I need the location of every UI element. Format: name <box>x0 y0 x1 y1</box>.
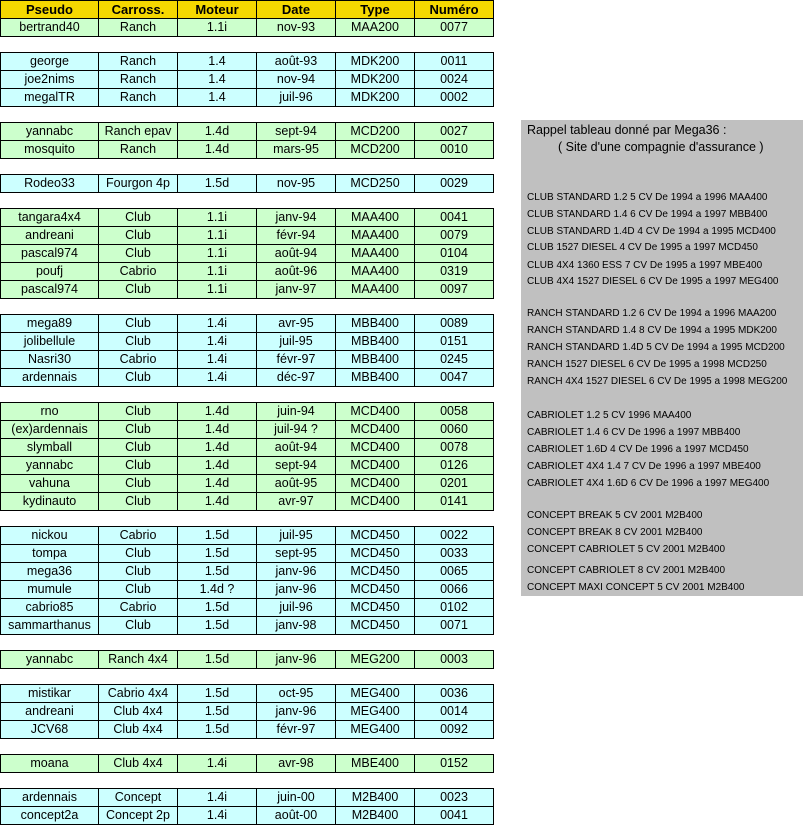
table-cell: janv-97 <box>257 281 336 299</box>
table-cell: MBB400 <box>336 315 415 333</box>
reminder-line: CLUB 4X4 1527 DIESEL 6 CV De 1995 a 1997 MEG400 <box>527 276 779 287</box>
table-cell: slymball <box>1 439 99 457</box>
table-row <box>1 807 494 825</box>
table-row <box>1 581 494 599</box>
table-cell: 1.4d <box>178 403 257 421</box>
table-cell: févr-94 <box>257 227 336 245</box>
table-cell: 0089 <box>415 315 494 333</box>
table-cell: Cabrio <box>99 599 178 617</box>
spacer-cell <box>1 773 494 789</box>
table-cell: 0022 <box>415 527 494 545</box>
table-cell: 1.4i <box>178 333 257 351</box>
table-cell: kydinauto <box>1 493 99 511</box>
table-cell: Fourgon 4p <box>99 175 178 193</box>
reminder-line: RANCH STANDARD 1.2 6 CV De 1994 a 1996 MAA200 <box>527 308 777 319</box>
table-row <box>1 527 494 545</box>
table-cell: Club <box>99 545 178 563</box>
reminder-line: CLUB 4X4 1360 ESS 7 CV De 1995 a 1997 MBE400 <box>527 260 763 271</box>
table-cell: 0011 <box>415 53 494 71</box>
table-cell: 0060 <box>415 421 494 439</box>
column-header: Moteur <box>178 1 257 19</box>
header-row <box>1 1 494 19</box>
table-cell: Club <box>99 439 178 457</box>
table-cell: sept-94 <box>257 123 336 141</box>
reminder-line: CABRIOLET 4X4 1.4 7 CV De 1996 a 1997 MBE400 <box>527 461 761 472</box>
table-cell: Club <box>99 315 178 333</box>
table-cell: MCD450 <box>336 527 415 545</box>
table-cell: 0014 <box>415 703 494 721</box>
group-spacer <box>1 299 494 315</box>
table-cell: Club <box>99 563 178 581</box>
table-cell: 0047 <box>415 369 494 387</box>
table-cell: MCD200 <box>336 123 415 141</box>
group-spacer <box>1 773 494 789</box>
table-row <box>1 617 494 635</box>
spacer-cell <box>1 635 494 651</box>
group-spacer <box>1 107 494 123</box>
table-cell: 1.1i <box>178 209 257 227</box>
table-cell: MBB400 <box>336 333 415 351</box>
spacer-cell <box>1 299 494 315</box>
table-cell: 1.1i <box>178 263 257 281</box>
reminder-line: CONCEPT BREAK 5 CV 2001 M2B400 <box>527 510 703 521</box>
table-cell: Club <box>99 227 178 245</box>
table-cell: oct-95 <box>257 685 336 703</box>
table-cell: andreani <box>1 227 99 245</box>
reminder-line: CABRIOLET 4X4 1.6D 6 CV De 1996 a 1997 MEG400 <box>527 478 770 489</box>
group-spacer <box>1 387 494 403</box>
table-cell: avr-95 <box>257 315 336 333</box>
table-cell: MDK200 <box>336 53 415 71</box>
table-cell: 1.4 <box>178 89 257 107</box>
table-cell: 1.4 <box>178 53 257 71</box>
table-cell: george <box>1 53 99 71</box>
table-cell: MCD400 <box>336 439 415 457</box>
table-cell: avr-98 <box>257 755 336 773</box>
table-cell: 1.5d <box>178 685 257 703</box>
table-cell: Club <box>99 281 178 299</box>
group-spacer <box>1 159 494 175</box>
table-row <box>1 403 494 421</box>
table-cell: juil-95 <box>257 527 336 545</box>
table-cell: janv-98 <box>257 617 336 635</box>
table-cell: pascal974 <box>1 245 99 263</box>
table-cell: Ranch <box>99 141 178 159</box>
table-cell: Club <box>99 245 178 263</box>
table-cell: juil-94 ? <box>257 421 336 439</box>
table-cell: mega89 <box>1 315 99 333</box>
table-row <box>1 789 494 807</box>
spacer-cell <box>1 511 494 527</box>
table-cell: 0092 <box>415 721 494 739</box>
table-cell: 0079 <box>415 227 494 245</box>
table-cell: 0319 <box>415 263 494 281</box>
table-row <box>1 315 494 333</box>
table-cell: 0002 <box>415 89 494 107</box>
table-row <box>1 19 494 37</box>
table-cell: MCD450 <box>336 581 415 599</box>
group-spacer <box>1 193 494 209</box>
table-cell: MCD400 <box>336 421 415 439</box>
table-cell: 0151 <box>415 333 494 351</box>
table-cell: 0077 <box>415 19 494 37</box>
table-row <box>1 281 494 299</box>
table-cell: 0104 <box>415 245 494 263</box>
table-cell: mumule <box>1 581 99 599</box>
table-cell: 0041 <box>415 209 494 227</box>
table-cell: tompa <box>1 545 99 563</box>
table-row <box>1 703 494 721</box>
table-cell: andreani <box>1 703 99 721</box>
group-spacer <box>1 511 494 527</box>
table-cell: megalTR <box>1 89 99 107</box>
spacer-cell <box>1 193 494 209</box>
table-cell: Concept <box>99 789 178 807</box>
column-header: Numéro <box>415 1 494 19</box>
table-cell: Concept 2p <box>99 807 178 825</box>
table-cell: 1.1i <box>178 19 257 37</box>
table-cell: Club 4x4 <box>99 703 178 721</box>
table-cell: MDK200 <box>336 89 415 107</box>
spacer-cell <box>1 739 494 755</box>
table-cell: MAA200 <box>336 19 415 37</box>
table-cell: yannabc <box>1 457 99 475</box>
table-cell: MCD250 <box>336 175 415 193</box>
table-cell: Ranch <box>99 89 178 107</box>
table-cell: MBB400 <box>336 351 415 369</box>
table-cell: 1.4d <box>178 123 257 141</box>
table-cell: Rodeo33 <box>1 175 99 193</box>
table-cell: août-94 <box>257 439 336 457</box>
table-cell: 0245 <box>415 351 494 369</box>
table-cell: mosquito <box>1 141 99 159</box>
column-header: Type <box>336 1 415 19</box>
table-cell: MAA400 <box>336 281 415 299</box>
table-cell: Club <box>99 475 178 493</box>
table-cell: nov-95 <box>257 175 336 193</box>
table-cell: MEG400 <box>336 721 415 739</box>
table-cell: 0201 <box>415 475 494 493</box>
table-row <box>1 351 494 369</box>
table-cell: 1.4d <box>178 439 257 457</box>
table-cell: MBE400 <box>336 755 415 773</box>
table-cell: juin-94 <box>257 403 336 421</box>
table-cell: 0097 <box>415 281 494 299</box>
table-cell: Ranch <box>99 19 178 37</box>
table-row <box>1 123 494 141</box>
table-cell: Club <box>99 457 178 475</box>
table-cell: 1.4d <box>178 457 257 475</box>
table-cell: M2B400 <box>336 807 415 825</box>
table-cell: MEG400 <box>336 685 415 703</box>
spacer-cell <box>1 159 494 175</box>
table-cell: 0058 <box>415 403 494 421</box>
reminder-line: CONCEPT CABRIOLET 5 CV 2001 M2B400 <box>527 544 726 555</box>
table-cell: janv-94 <box>257 209 336 227</box>
table-cell: MEG200 <box>336 651 415 669</box>
table-row <box>1 651 494 669</box>
table-cell: Cabrio <box>99 351 178 369</box>
table-cell: Club <box>99 333 178 351</box>
table-cell: 1.4i <box>178 789 257 807</box>
reminder-line: CABRIOLET 1.6D 4 CV De 1996 a 1997 MCD450 <box>527 444 749 455</box>
table-cell: 1.5d <box>178 599 257 617</box>
table-cell: yannabc <box>1 651 99 669</box>
table-row <box>1 545 494 563</box>
table-row <box>1 685 494 703</box>
table-cell: 0078 <box>415 439 494 457</box>
column-header: Pseudo <box>1 1 99 19</box>
table-cell: Cabrio <box>99 263 178 281</box>
table-cell: 1.4i <box>178 351 257 369</box>
table-row <box>1 439 494 457</box>
table-cell: juil-95 <box>257 333 336 351</box>
table-cell: févr-97 <box>257 351 336 369</box>
group-spacer <box>1 669 494 685</box>
table-cell: juil-96 <box>257 599 336 617</box>
table-cell: mega36 <box>1 563 99 581</box>
table-cell: Ranch 4x4 <box>99 651 178 669</box>
table-cell: avr-97 <box>257 493 336 511</box>
table-cell: ardennais <box>1 789 99 807</box>
table-cell: 0102 <box>415 599 494 617</box>
table-cell: mars-95 <box>257 141 336 159</box>
table-cell: Club <box>99 403 178 421</box>
table-cell: rno <box>1 403 99 421</box>
table-cell: août-96 <box>257 263 336 281</box>
table-cell: sammarthanus <box>1 617 99 635</box>
table-cell: Ranch <box>99 53 178 71</box>
spacer-cell <box>1 37 494 53</box>
table-cell: janv-96 <box>257 581 336 599</box>
table-cell: août-00 <box>257 807 336 825</box>
table-cell: août-93 <box>257 53 336 71</box>
reminder-line: CLUB STANDARD 1.4 6 CV De 1994 a 1997 MBB400 <box>527 209 768 220</box>
table-cell: 0036 <box>415 685 494 703</box>
table-row <box>1 493 494 511</box>
table-row <box>1 175 494 193</box>
reminder-line: CONCEPT BREAK 8 CV 2001 M2B400 <box>527 527 703 538</box>
table-row <box>1 369 494 387</box>
table-cell: août-95 <box>257 475 336 493</box>
table-row <box>1 475 494 493</box>
table-cell: 0003 <box>415 651 494 669</box>
table-cell: MCD200 <box>336 141 415 159</box>
reminder-line: RANCH STANDARD 1.4 8 CV De 1994 a 1995 MDK200 <box>527 325 777 336</box>
reminder-line: RANCH 1527 DIESEL 6 CV De 1995 a 1998 MCD250 <box>527 359 767 370</box>
reminder-line: CLUB STANDARD 1.2 5 CV De 1994 a 1996 MAA400 <box>527 192 768 203</box>
table-cell: 1.4d <box>178 475 257 493</box>
table-row <box>1 53 494 71</box>
group-spacer <box>1 635 494 651</box>
table-cell: mistikar <box>1 685 99 703</box>
table-cell: 1.4d <box>178 493 257 511</box>
table-row <box>1 245 494 263</box>
table-cell: Nasri30 <box>1 351 99 369</box>
table-cell: nov-93 <box>257 19 336 37</box>
table-cell: Club <box>99 617 178 635</box>
table-cell: MBB400 <box>336 369 415 387</box>
table-cell: 1.5d <box>178 545 257 563</box>
table-cell: janv-96 <box>257 703 336 721</box>
spacer-cell <box>1 669 494 685</box>
table-cell: 0027 <box>415 123 494 141</box>
table-cell: 0041 <box>415 807 494 825</box>
table-cell: Ranch <box>99 71 178 89</box>
table-cell: tangara4x4 <box>1 209 99 227</box>
reminder-line: CONCEPT MAXI CONCEPT 5 CV 2001 M2B400 <box>527 582 745 593</box>
table-cell: MCD450 <box>336 617 415 635</box>
table-row <box>1 333 494 351</box>
table-cell: 0023 <box>415 789 494 807</box>
table-cell: 1.5d <box>178 651 257 669</box>
table-cell: 0141 <box>415 493 494 511</box>
table-cell: déc-97 <box>257 369 336 387</box>
table-cell: jolibellule <box>1 333 99 351</box>
table-cell: 1.1i <box>178 245 257 263</box>
table-cell: sept-94 <box>257 457 336 475</box>
table-cell: cabrio85 <box>1 599 99 617</box>
table-cell: MCD450 <box>336 599 415 617</box>
spacer-cell <box>1 387 494 403</box>
table-cell: 0033 <box>415 545 494 563</box>
table-cell: janv-96 <box>257 651 336 669</box>
table-cell: 0024 <box>415 71 494 89</box>
table-cell: poufj <box>1 263 99 281</box>
reminder-panel <box>521 120 803 596</box>
table-cell: 1.4d ? <box>178 581 257 599</box>
table-cell: 0010 <box>415 141 494 159</box>
table-cell: 1.4d <box>178 421 257 439</box>
table-cell: 0126 <box>415 457 494 475</box>
reminder-line: RANCH STANDARD 1.4D 5 CV De 1994 a 1995 MCD200 <box>527 342 785 353</box>
group-spacer <box>1 37 494 53</box>
table-cell: 1.1i <box>178 281 257 299</box>
table-cell: bertrand40 <box>1 19 99 37</box>
table-cell: 1.4 <box>178 71 257 89</box>
table-cell: sept-95 <box>257 545 336 563</box>
table-cell: 0071 <box>415 617 494 635</box>
table-cell: juil-96 <box>257 89 336 107</box>
table-row <box>1 89 494 107</box>
table-cell: Club <box>99 369 178 387</box>
table-cell: 1.4i <box>178 755 257 773</box>
table-cell: 0066 <box>415 581 494 599</box>
table-cell: M2B400 <box>336 789 415 807</box>
table-row <box>1 457 494 475</box>
table-cell: concept2a <box>1 807 99 825</box>
table-cell: 1.5d <box>178 703 257 721</box>
table-cell: 0065 <box>415 563 494 581</box>
table-cell: août-94 <box>257 245 336 263</box>
table-cell: 1.5d <box>178 527 257 545</box>
table-row <box>1 227 494 245</box>
table-cell: joe2nims <box>1 71 99 89</box>
table-cell: 1.5d <box>178 721 257 739</box>
table-row <box>1 71 494 89</box>
table-cell: 0152 <box>415 755 494 773</box>
table-cell: MCD400 <box>336 493 415 511</box>
table-cell: juin-00 <box>257 789 336 807</box>
table-cell: févr-97 <box>257 721 336 739</box>
reminder-line: CLUB 1527 DIESEL 4 CV De 1995 a 1997 MCD450 <box>527 242 758 253</box>
table-cell: janv-96 <box>257 563 336 581</box>
table-row <box>1 563 494 581</box>
table-cell: MAA400 <box>336 245 415 263</box>
group-spacer <box>1 739 494 755</box>
table-cell: MCD400 <box>336 403 415 421</box>
table-cell: 1.5d <box>178 617 257 635</box>
table-cell: vahuna <box>1 475 99 493</box>
reminder-line: RANCH 4X4 1527 DIESEL 6 CV De 1995 a 1998 MEG200 <box>527 376 788 387</box>
table-row <box>1 721 494 739</box>
table-cell: Club 4x4 <box>99 721 178 739</box>
reminder-line: CLUB STANDARD 1.4D 4 CV De 1994 a 1995 MCD400 <box>527 226 776 237</box>
table-row <box>1 421 494 439</box>
table-cell: MCD400 <box>336 475 415 493</box>
table-cell: 1.4i <box>178 807 257 825</box>
table-row <box>1 209 494 227</box>
table-cell: Club <box>99 209 178 227</box>
table-cell: Cabrio 4x4 <box>99 685 178 703</box>
table-cell: Cabrio <box>99 527 178 545</box>
table-cell: MAA400 <box>336 209 415 227</box>
table-cell: MCD400 <box>336 457 415 475</box>
table-cell: 1.4i <box>178 369 257 387</box>
table-cell: Club <box>99 493 178 511</box>
table-cell: moana <box>1 755 99 773</box>
table-cell: 1.1i <box>178 227 257 245</box>
table-cell: MEG400 <box>336 703 415 721</box>
reminder-title: Rappel tableau donné par Mega36 : <box>527 123 727 137</box>
reminder-subtitle: ( Site d'une compagnie d'assurance ) <box>558 140 764 154</box>
table-cell: Club <box>99 581 178 599</box>
table-cell: 1.5d <box>178 175 257 193</box>
table-cell: MCD450 <box>336 563 415 581</box>
table-cell: 0029 <box>415 175 494 193</box>
column-header: Carross. <box>99 1 178 19</box>
table-cell: Ranch epav <box>99 123 178 141</box>
table-cell: pascal974 <box>1 281 99 299</box>
table-cell: MDK200 <box>336 71 415 89</box>
table-cell: ardennais <box>1 369 99 387</box>
table-row <box>1 141 494 159</box>
table-cell: Club <box>99 421 178 439</box>
table-cell: nickou <box>1 527 99 545</box>
table-row <box>1 599 494 617</box>
table-cell: 1.5d <box>178 563 257 581</box>
table-cell: MAA400 <box>336 227 415 245</box>
reminder-line: CABRIOLET 1.2 5 CV 1996 MAA400 <box>527 410 692 421</box>
table-cell: yannabc <box>1 123 99 141</box>
table-row <box>1 263 494 281</box>
table-cell: (ex)ardennais <box>1 421 99 439</box>
reminder-line: CONCEPT CABRIOLET 8 CV 2001 M2B400 <box>527 565 726 576</box>
table-cell: nov-94 <box>257 71 336 89</box>
reminder-line: CABRIOLET 1.4 6 CV De 1996 a 1997 MBB400 <box>527 427 741 438</box>
table-cell: MAA400 <box>336 263 415 281</box>
table-cell: 1.4i <box>178 315 257 333</box>
table-row <box>1 755 494 773</box>
table-cell: Club 4x4 <box>99 755 178 773</box>
spacer-cell <box>1 107 494 123</box>
table-cell: JCV68 <box>1 721 99 739</box>
table-cell: 1.4d <box>178 141 257 159</box>
column-header: Date <box>257 1 336 19</box>
table-cell: MCD450 <box>336 545 415 563</box>
